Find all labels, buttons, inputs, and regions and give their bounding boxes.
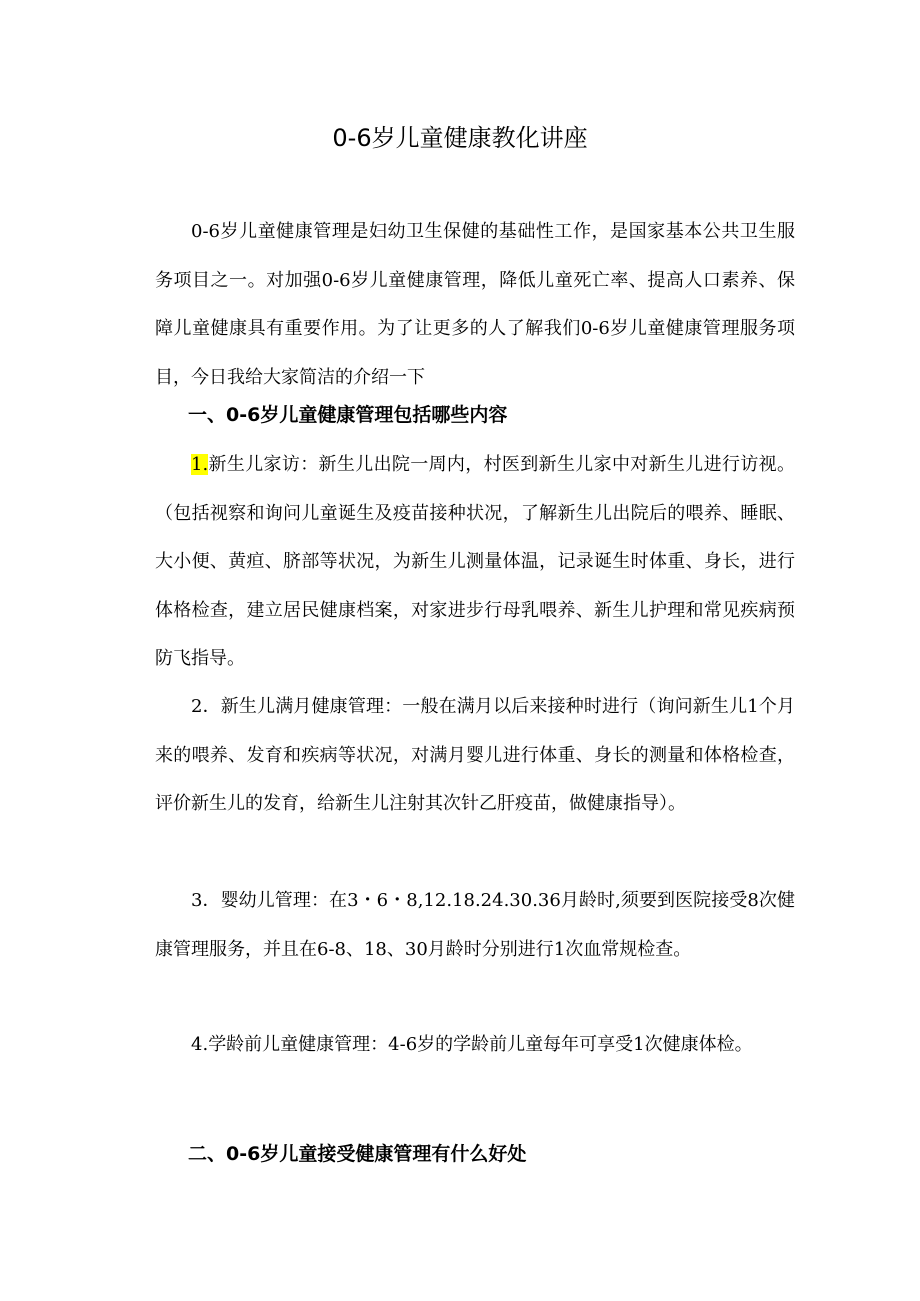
- list-item: [155, 441, 795, 684]
- section-2-heading: 二、0-6岁儿童接受健康管理有什么好处: [188, 1143, 527, 1165]
- list-item: [155, 683, 795, 829]
- section-1-heading: 一、0-6岁儿童健康管理包括哪些内容: [188, 404, 508, 426]
- item-1-text: 新生儿家访：新生儿出院一周内，村医到新生儿家中对新生儿进行访视。（包括视察和询问儿童诞生及疫苗接种状况，了解新生儿出院后的喂养、睡眠、大小便、黄疸、脐部等状况，为新生儿测量体温，记录诞生时体重、身长，进行体格检查，建立居民健康档案，对家进步行母乳喂养、新生儿护理和常见疾病预防飞指导。: [155, 454, 795, 669]
- list-item: [155, 1021, 795, 1070]
- intro-text: 0-6岁儿童健康管理是妇幼卫生保健的基础性工作，是国家基本公共卫生服务项目之一。对加强0-6岁儿童健康管理，降低儿童死亡率、提高人口素养、保障儿童健康具有重要作用。为了让更多的人了解我们0-6岁儿童健康管理服务项目，今日我给大家简洁的介绍一下: [155, 221, 795, 388]
- item-2-text: ．新生儿满月健康管理：一般在满月以后来接种时进行（询问新生儿1个月来的喂养、发育和疾病等状况，对满月婴儿进行体重、身长的测量和体格检查，评价新生儿的发育，给新生儿注射其次针乙肝疫苗，做健康指导）。: [155, 696, 795, 814]
- item-1-marker: 1.: [191, 454, 209, 475]
- item-4-marker: 4.: [191, 1034, 209, 1055]
- item-4-text: 学龄前儿童健康管理：4-6岁的学龄前儿童每年可享受1次健康体检。: [208, 1034, 753, 1055]
- intro-paragraph: [155, 208, 795, 402]
- item-2-marker: 2: [191, 696, 203, 717]
- item-3-marker: 3: [191, 890, 203, 911]
- list-item: [155, 877, 795, 974]
- document-title: 0-6岁儿童健康教化讲座: [332, 124, 588, 152]
- item-3-text: ．婴幼儿管理：在3・6・8,12.18.24.30.36月龄时,须要到医院接受8次健康管理服务，并且在6-8、18、30月龄时分别进行1次血常规检查。: [155, 890, 795, 960]
